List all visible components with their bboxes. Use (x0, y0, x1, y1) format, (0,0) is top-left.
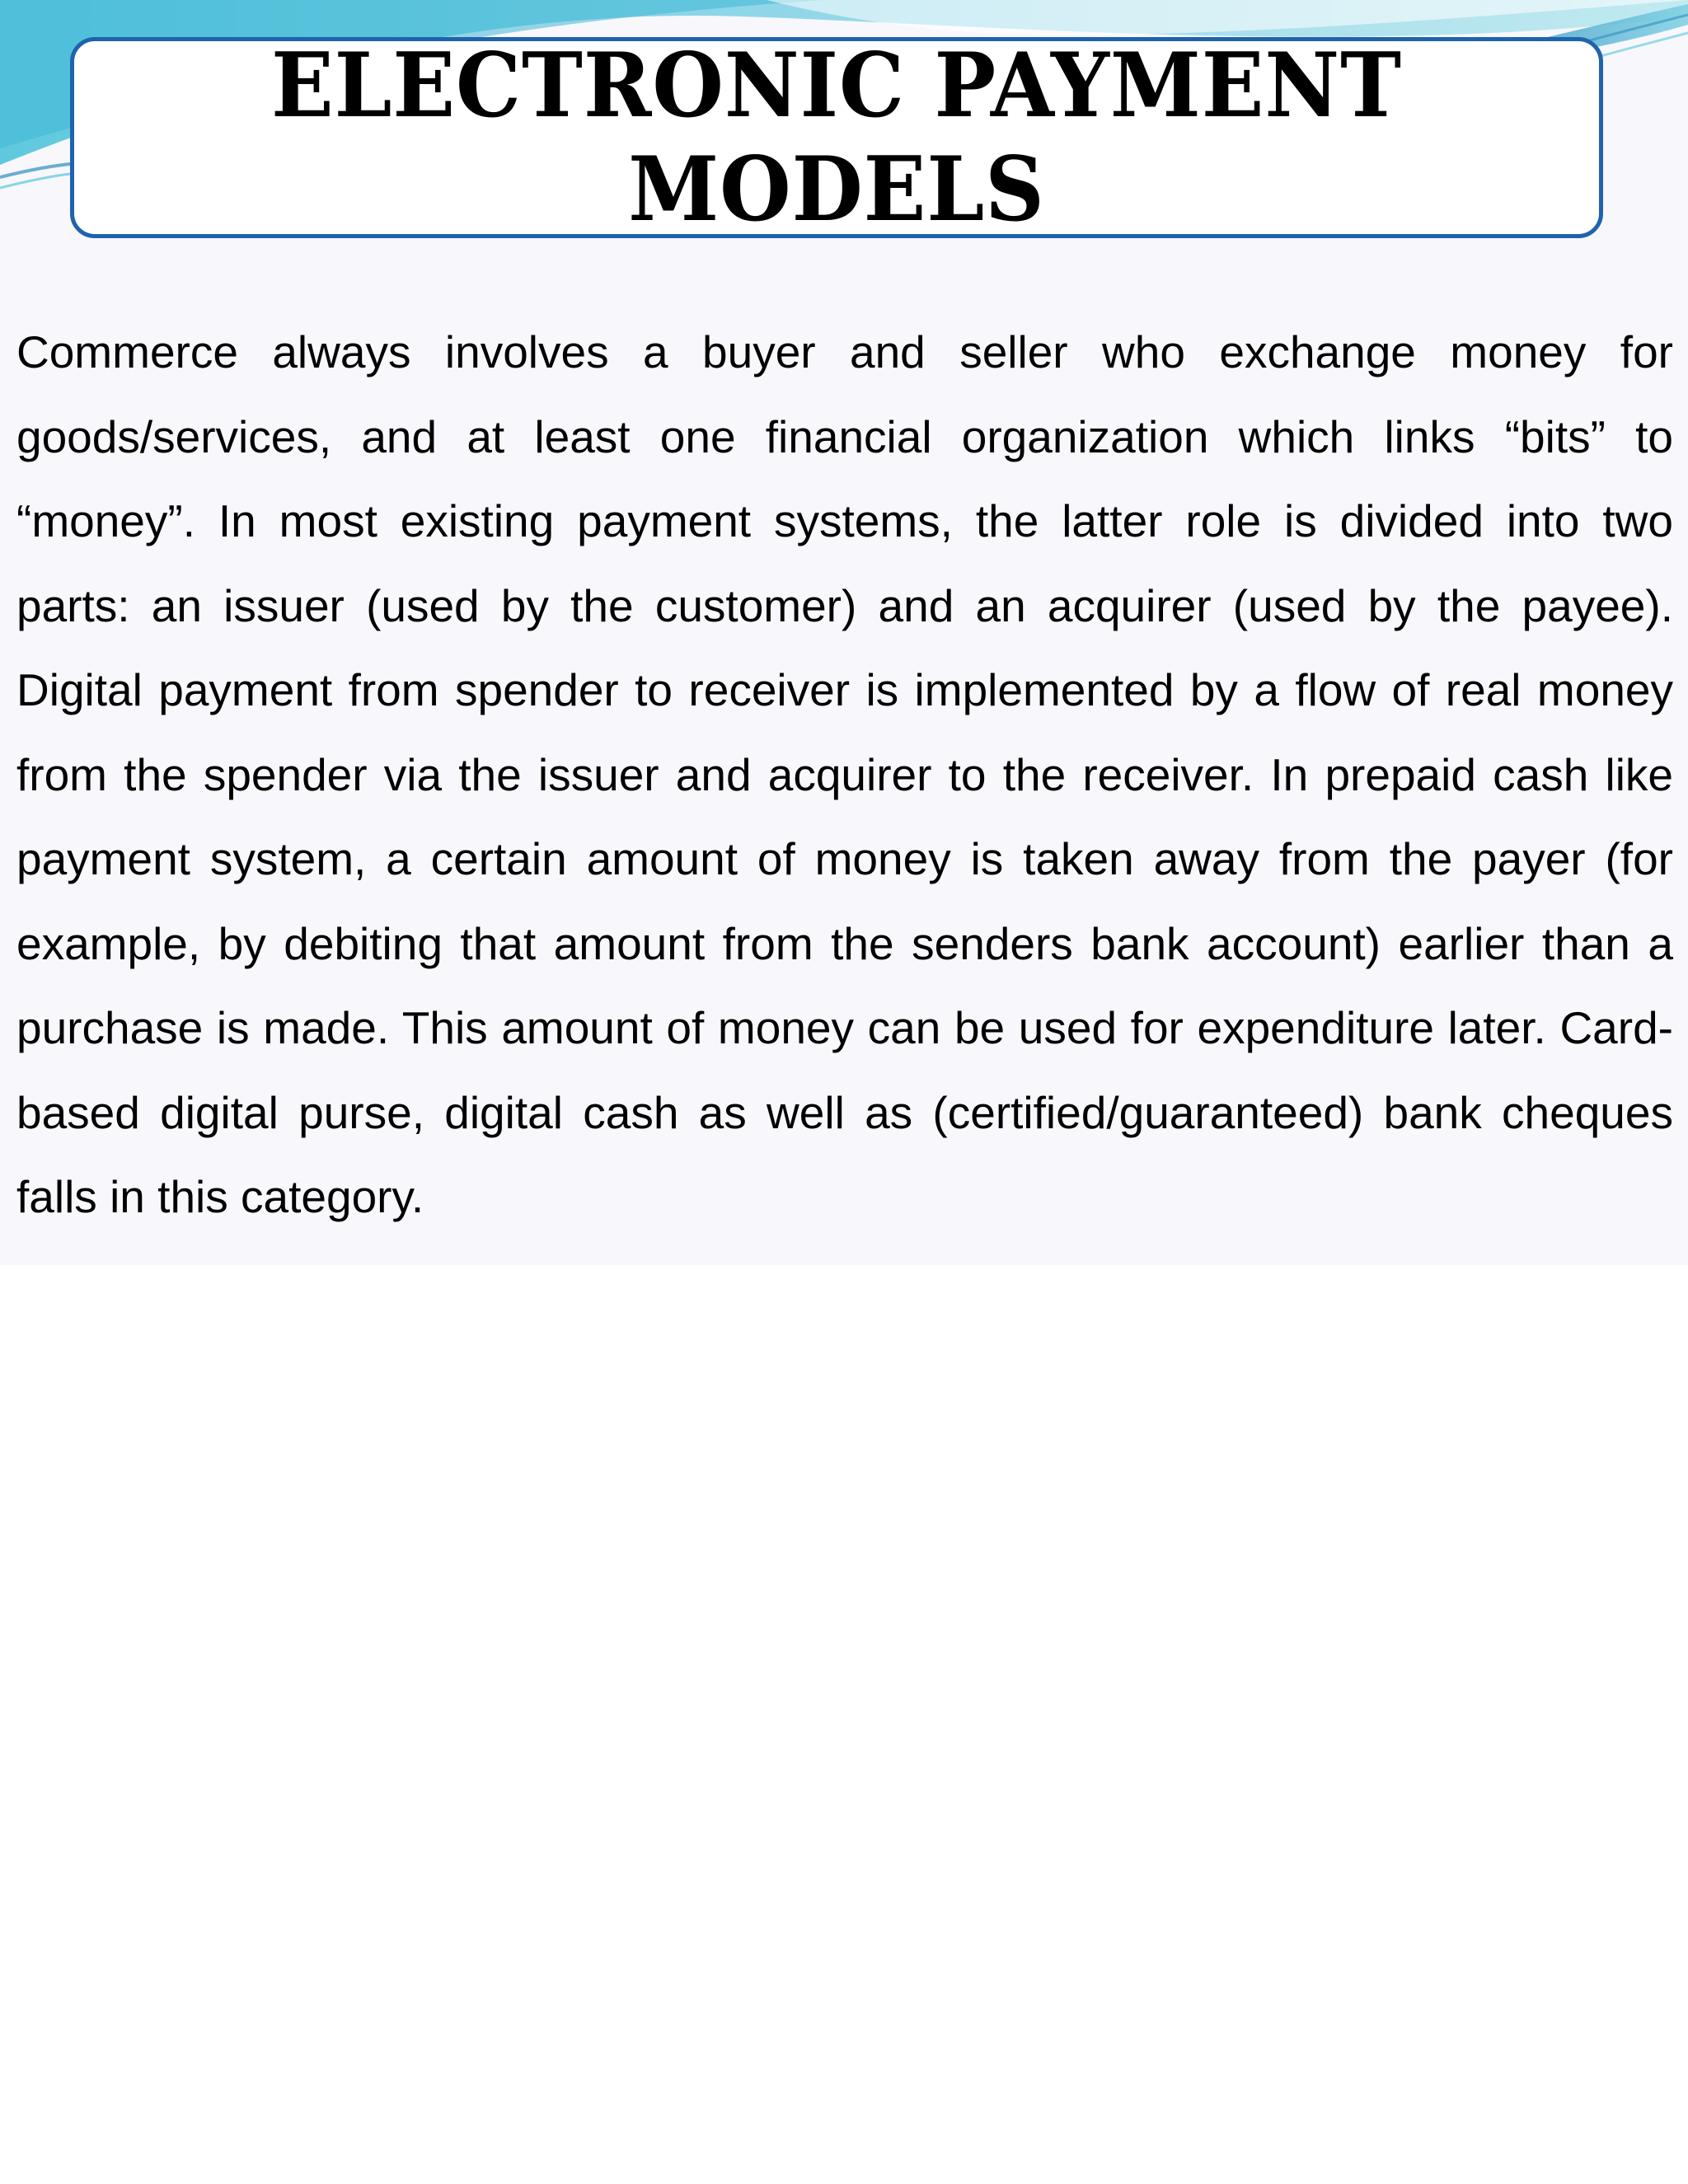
body-paragraph: Commerce always involves a buyer and seller who exchange money for goods/services, and at least one financial organization which links “bits” to “money”. In most existing payment systems, the latter role is divided into two parts: an issuer (used by the customer) and an acquirer (used by the payee). Digital payment from spender to receiver is implemented by a flow of real money from the spender via the issuer and acquirer to the receiver. In prepaid cash like payment system, a certain amount of money is taken away from the payer (for example, by debiting that amount from the senders bank account) earlier than a purchase is made. This amount of money can be used for expenditure later. Card-based digital purse, digital cash as well as (certified/guaranteed) bank cheques falls in this category. (16, 326, 1673, 1222)
page-title: ELECTRONIC PAYMENT MODELS (270, 34, 1403, 241)
title-box (70, 34, 1603, 241)
